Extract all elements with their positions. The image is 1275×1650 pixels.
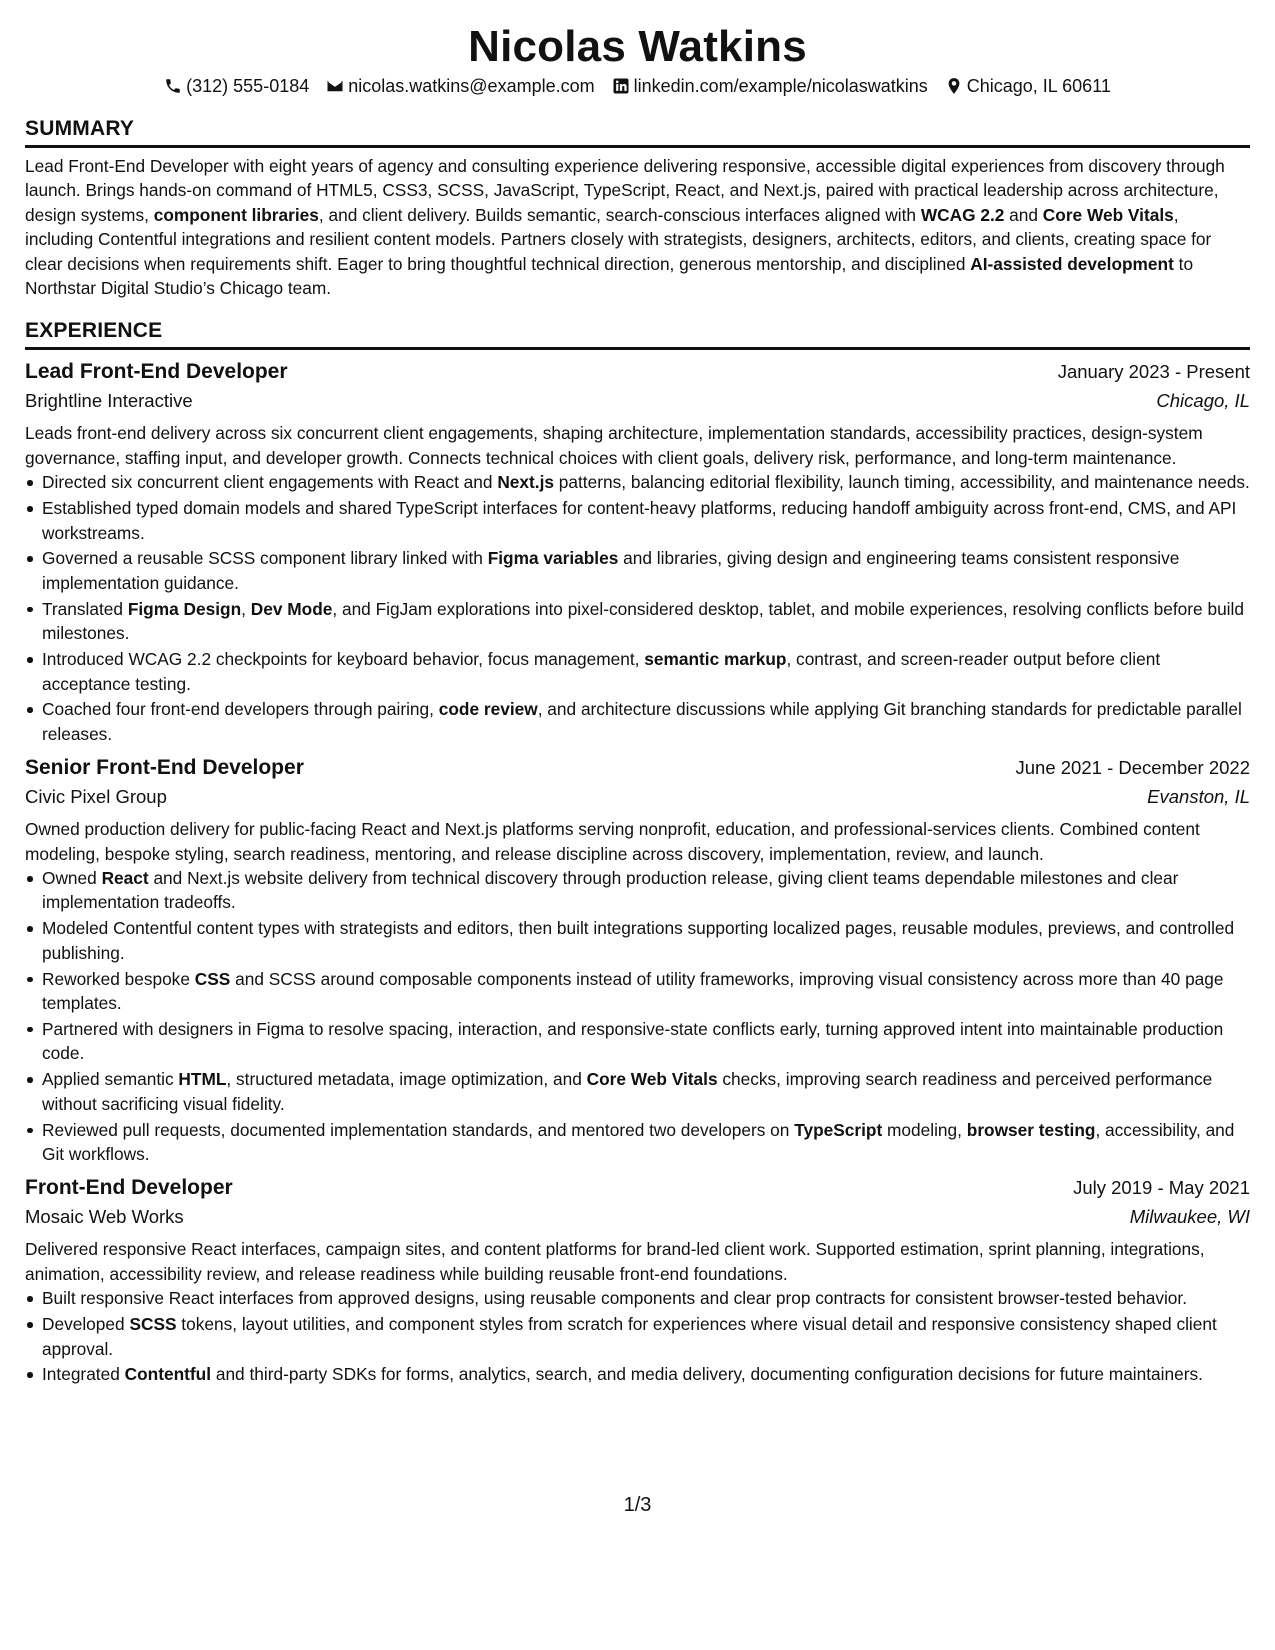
contact-linkedin[interactable] [612,74,928,98]
job-dates: January 2023 - Present [1057,361,1250,383]
job-description: Owned production delivery for public-facing React and Next.js platforms serving nonprofit, education, and professional-services clients. Combined content modeling, bespoke styling, search readiness, mentoring, and release discipline across discovery, implementation, review, and launch. [25,819,1200,864]
text-run: , accessibility, and Git workflows. [42,1119,1235,1164]
bullet-item [42,1017,1250,1066]
text-run: Translated [42,598,128,619]
text-run: and Next.js website delivery from technical discovery through production release, giving client teams dependable milestones and clear implementation tradeoffs. [42,868,1179,913]
bullet-item [42,967,1250,1016]
bullet-item [42,597,1250,646]
bold-keyword: SCSS [129,1314,177,1335]
text-run: , contrast, and screen-reader output before client acceptance testing. [42,649,1161,694]
bullet-item [42,1067,1250,1116]
bullet-item [42,1362,1250,1386]
text-run: Governed a reusable SCSS component library linked with [42,548,488,569]
envelope-icon [326,77,344,95]
text-run: modeling, [882,1119,967,1140]
bold-keyword: Core Web Vitals [1042,204,1174,225]
contact-email[interactable] [326,74,594,98]
contact-location [945,74,1111,98]
bold-keyword: Contentful [124,1364,212,1385]
text-run: and [1004,204,1043,225]
text-run: Developed [42,1314,130,1335]
experience-heading: EXPERIENCE [25,318,1250,350]
bold-keyword: React [101,868,149,889]
text-run: to Northstar Digital Studio’s Chicago team. [25,253,1194,299]
bullet-item [42,1286,1250,1310]
bullet-item [42,546,1250,595]
job-dates: June 2021 - December 2022 [1015,757,1250,779]
bold-keyword: Dev Mode [250,598,333,619]
bullet-item [42,916,1250,965]
text-run: , including Contentful integrations and resilient content models. Partners closely with strategists, designers, architects, editors, and clients, creating space for clear decisions when requirements shift. Eager to bring thoughtful technical direction, generous mentorship, and disciplined [25,204,1212,274]
phone-icon [164,77,182,95]
job-location: Evanston, IL [1147,786,1250,808]
map-pin-icon [945,77,963,95]
text-run: , structured metadata, image optimization, and [226,1069,587,1090]
job-bullets [25,470,1250,746]
text-run: Built responsive React interfaces from approved designs, using reusable components and clear prop contracts for consistent browser-tested behavior. [42,1288,1188,1309]
contact-bar [25,74,1250,98]
text-run: Introduced WCAG 2.2 checkpoints for keyboard behavior, focus management, [42,649,645,670]
bold-keyword: Core Web Vitals [586,1069,718,1090]
text-run: and libraries, giving design and engineering teams consistent responsive implementation guidance. [42,548,1180,593]
bold-keyword: TypeScript [794,1119,883,1140]
text-run: Partnered with designers in Figma to resolve spacing, interaction, and responsive-state conflicts early, turning approved intent into maintainable production code. [42,1018,1224,1064]
job-location: Milwaukee, WI [1129,1206,1250,1228]
job-entry [25,357,1250,746]
page-number: 1/3 [623,1494,652,1516]
job-location: Chicago, IL [1156,390,1250,412]
text-run: checks, improving search readiness and perceived performance without sacrificing visual fidelity. [42,1069,1213,1114]
email-text[interactable]: nicolas.watkins@example.com [348,76,595,96]
job-bullets [25,1286,1250,1387]
phone-text: (312) 555-0184 [186,76,310,96]
text-run: and SCSS around composable components instead of utility frameworks, improving visual consistency across more than 40 page templates. [42,968,1224,1014]
bold-keyword: Figma variables [487,548,619,569]
bullet-item [42,866,1250,915]
bullet-item [42,1118,1250,1167]
job-title: Front-End Developer [25,1176,233,1200]
text-run: Applied semantic [42,1069,179,1090]
summary-text [25,154,1250,300]
candidate-name: Nicolas Watkins [468,22,807,71]
job-entry [25,1173,1250,1386]
job-company: Mosaic Web Works [25,1206,184,1228]
job-dates: July 2019 - May 2021 [1073,1177,1250,1199]
job-entry [25,753,1250,1166]
text-run: patterns, balancing editorial flexibility, launch timing, accessibility, and maintenance needs. [553,472,1250,493]
job-company: Civic Pixel Group [25,786,167,808]
text-run: Modeled Contentful content types with strategists and editors, then built integrations supporting localized pages, reusable modules, previews, and controlled publishing. [42,918,1235,963]
summary-section [25,116,1250,300]
job-company: Brightline Interactive [25,390,193,412]
text-run: , and architecture discussions while applying Git branching standards for predictable parallel releases. [42,699,1242,744]
bullet-item [42,697,1250,746]
job-description: Delivered responsive React interfaces, campaign sites, and content platforms for brand-led client work. Supported estimation, sprint planning, integrations, animation, accessibility review, and release readiness while building reusable front-end foundations. [25,1239,1205,1284]
job-bullets [25,866,1250,1166]
text-run: Directed six concurrent client engagements with React and [42,472,498,493]
text-run: , [241,598,251,619]
bold-keyword: code review [438,699,538,720]
text-run: Lead Front-End Developer with eight years of agency and consulting experience delivering responsive, accessible digital experiences from discovery through launch. Brings hands-on command of HTML5, CSS3, SCSS, JavaScript, TypeScript, React, and Next.js, paired with practical leadership across architecture, design systems, [25,156,1225,225]
bold-keyword: browser testing [966,1119,1096,1140]
bold-keyword: AI-assisted development [970,253,1174,274]
bold-keyword: CSS [194,968,231,989]
linkedin-text[interactable]: linkedin.com/example/nicolaswatkins [633,76,928,96]
contact-phone [164,74,309,98]
text-run: Integrated [42,1364,125,1385]
text-run: Established typed domain models and shared TypeScript interfaces for content-heavy platforms, reducing handoff ambiguity across front-end, CMS, and API workstreams. [42,498,1237,543]
resume-page [25,20,1250,1388]
text-run: Owned [42,868,102,889]
text-run: Reworked bespoke [42,968,195,989]
bold-keyword: HTML [178,1069,227,1090]
text-run: , and FigJam explorations into pixel-considered desktop, tablet, and mobile experiences, resolving conflicts before build milestones. [42,598,1244,644]
text-run: Coached four front-end developers through pairing, [42,699,439,720]
bullet-item [42,496,1250,545]
bold-keyword: semantic markup [644,649,787,670]
job-title: Lead Front-End Developer [25,360,288,384]
bold-keyword: Figma Design [127,598,242,619]
bold-keyword: Next.js [497,472,554,493]
bullet-item [42,1312,1250,1361]
text-run: and third-party SDKs for forms, analytics, search, and media delivery, documenting configuration decisions for future maintainers. [211,1364,1203,1385]
linkedin-icon [612,77,630,95]
summary-heading: SUMMARY [25,116,1250,148]
location-text: Chicago, IL 60611 [966,76,1111,96]
bullet-item [42,647,1250,696]
bullet-item [42,470,1250,494]
text-run: , and client delivery. Builds semantic, search-conscious interfaces aligned with [318,204,921,225]
job-description: Leads front-end delivery across six concurrent client engagements, shaping architecture, implementation standards, accessibility practices, design-system governance, staffing input, and developer growth. Connects technical choices with client goals, delivery risk, performance, and long-term maintenance. [25,423,1203,468]
experience-section [25,318,1250,1386]
text-run: Reviewed pull requests, documented implementation standards, and mentored two developers on [42,1119,795,1140]
text-run: tokens, layout utilities, and component styles from scratch for experiences where visual detail and responsive consistency shaped client approval. [42,1314,1217,1359]
bold-keyword: WCAG 2.2 [920,204,1005,225]
job-title: Senior Front-End Developer [25,756,304,780]
bold-keyword: component libraries [153,204,319,225]
